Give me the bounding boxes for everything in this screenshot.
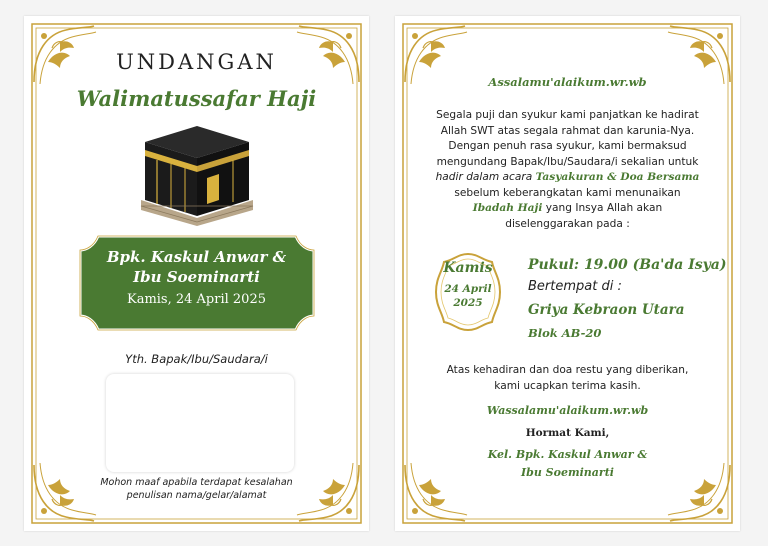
paragraph-line — [395, 201, 740, 217]
paragraph-line — [395, 170, 740, 186]
closing-line: Atas kehadiran dan doa restu yang diberikan, — [446, 364, 689, 376]
paragraph-line: mengundang Bapak/Ibu/Saudara/i sekalian untuk — [436, 155, 699, 168]
kaaba-icon — [127, 120, 267, 228]
invitation-front-card — [24, 16, 369, 531]
paragraph-line: sebelum keberangkatan kami menunaikan — [454, 186, 681, 199]
paragraph-line: Segala puji dan syukur kami panjatkan ke hadirat — [436, 109, 699, 121]
invitation-title: UNDANGAN — [116, 50, 277, 74]
event-subtitle: Walimatussafar Haji — [76, 86, 317, 111]
family-name-line1: Kel. Bpk. Kaskul Anwar & — [487, 448, 648, 461]
host-name-line2: Ibu Soeminarti — [133, 268, 260, 286]
venue-name: Griya Kebraon Utara — [528, 302, 685, 318]
event-time: Pukul: 19.00 (Ba'da Isya) — [528, 257, 727, 273]
recipient-name-box[interactable] — [106, 374, 294, 472]
badge-date-line: 2025 — [453, 297, 483, 309]
host-name-line1: Bpk. Kaskul Anwar & — [106, 248, 287, 266]
invitation-back-card — [395, 16, 740, 531]
badge-day: Kamis — [443, 260, 493, 276]
family-name-line2: Ibu Soeminarti — [521, 466, 614, 479]
paragraph-line: Dengan penuh rasa syukur, kami bermaksud — [448, 140, 687, 152]
regards-text: Hormat Kami, — [525, 427, 610, 439]
closing-line: kami ucapkan terima kasih. — [494, 379, 641, 392]
event-date: Kamis, 24 April 2025 — [126, 292, 266, 307]
opening-salam: Assalamu'alaikum.wr.wb — [488, 75, 647, 89]
hajj-highlight: Ibadah Haji — [472, 202, 543, 214]
apology-line: Mohon maaf apabila terdapat kesalahan — [100, 477, 293, 488]
badge-date — [428, 282, 508, 310]
paragraph-line: diselenggarakan pada : — [505, 217, 630, 230]
paragraph-text: hadir dalam acara — [435, 171, 533, 183]
invitation-paragraph — [395, 108, 740, 232]
closing-text — [395, 363, 740, 394]
paragraph-text: yang Insya Allah akan — [545, 202, 663, 214]
venue-label: Bertempat di : — [528, 279, 622, 294]
apology-line: penulisan nama/gelar/alamat — [126, 490, 267, 501]
paragraph-line: Allah SWT atas segala rahmat dan karunia-Nya. — [440, 124, 695, 137]
badge-date-line: 24 April — [444, 283, 492, 295]
event-name-highlight: Tasyakuran & Doa Bersama — [535, 171, 700, 183]
recipient-greeting: Yth. Bapak/Ibu/Saudara/i — [125, 352, 268, 366]
venue-block: Blok AB-20 — [528, 326, 602, 340]
apology-note — [24, 476, 369, 502]
closing-salam: Wassalamu'alaikum.wr.wb — [486, 404, 649, 417]
